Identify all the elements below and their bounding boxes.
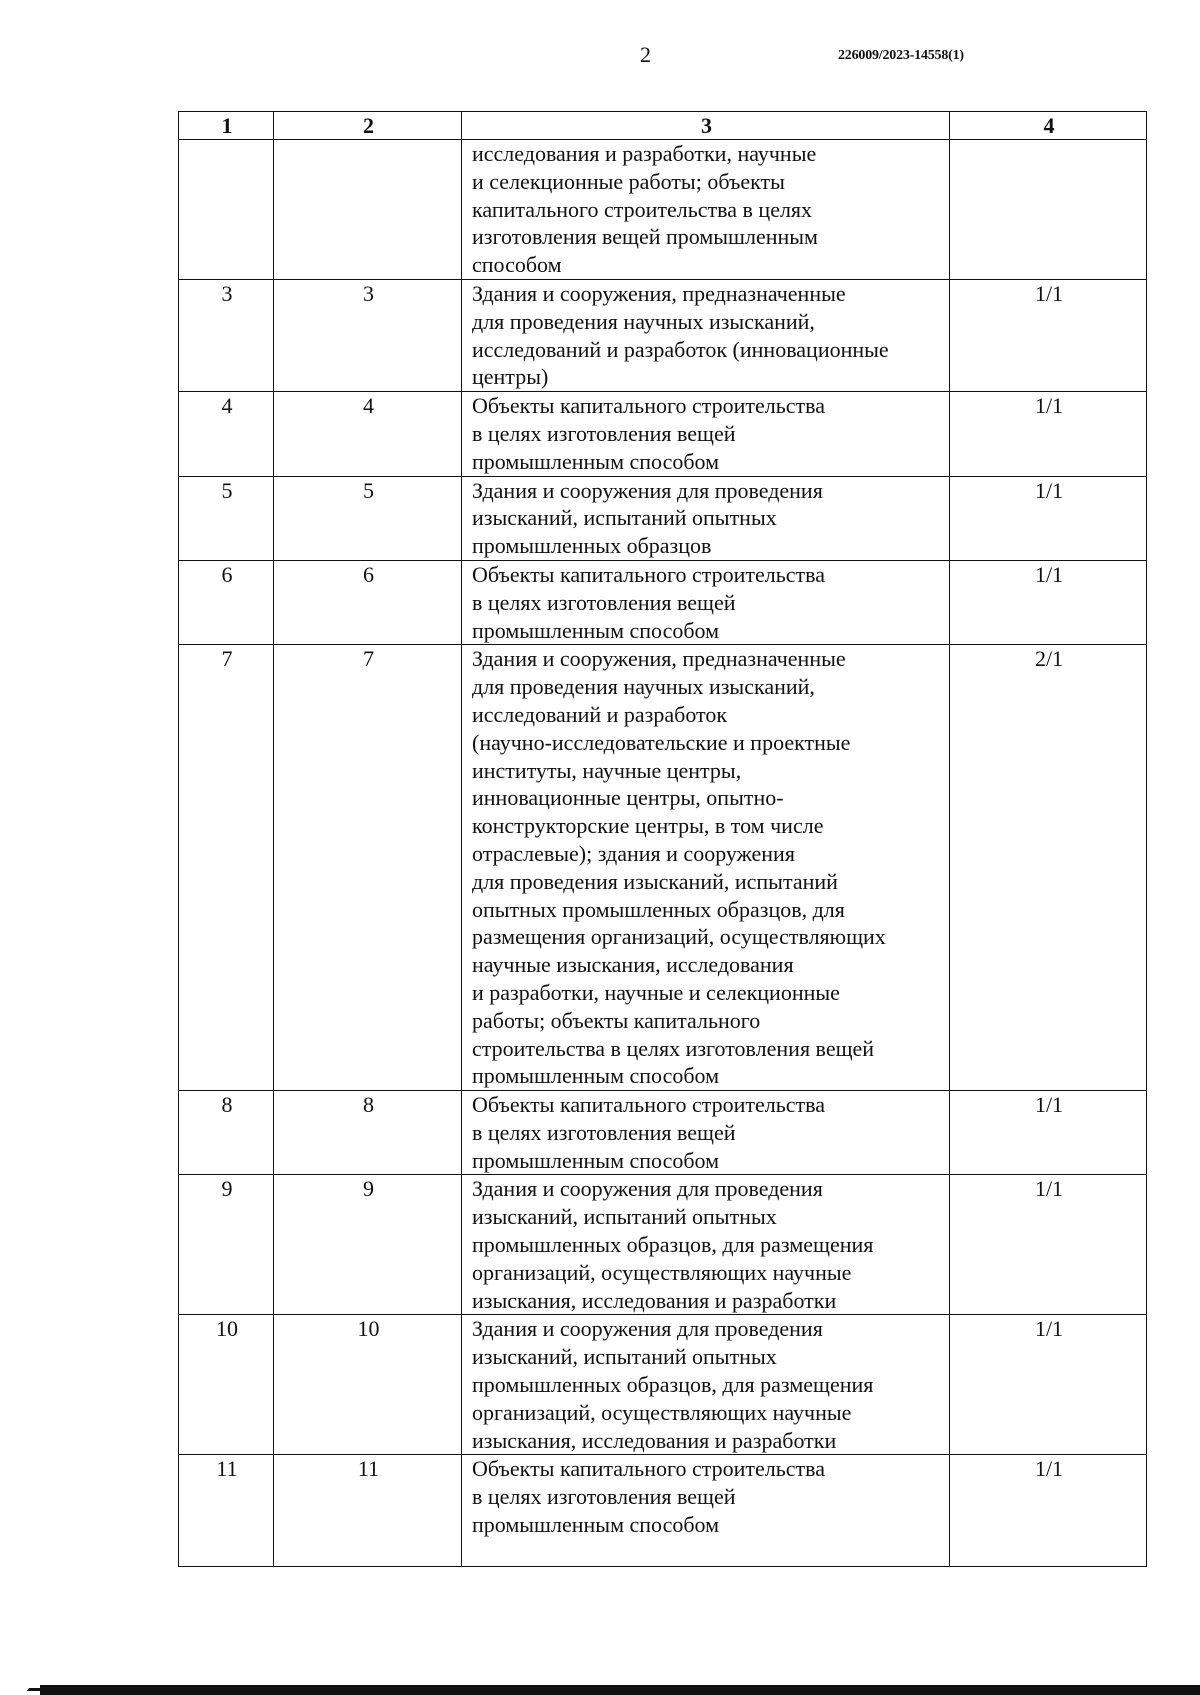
row-ratio-cell: 1/1 bbox=[950, 1091, 1147, 1175]
table-row bbox=[179, 645, 1147, 1091]
table-header-row bbox=[179, 112, 1147, 140]
row-description-cell: Объекты капитального строительства в целях изготовления вещей промышленным способом bbox=[462, 1455, 950, 1567]
document-id: 226009/2023-14558(1) bbox=[838, 48, 964, 63]
column-header-2: 2 bbox=[274, 112, 462, 140]
row-index-cell: 9 bbox=[274, 1175, 462, 1315]
table-row bbox=[179, 560, 1147, 644]
row-number-cell: 3 bbox=[179, 279, 274, 391]
scan-edge-bar bbox=[40, 1685, 1200, 1695]
row-ratio-cell: 1/1 bbox=[950, 279, 1147, 391]
row-ratio-cell: 1/1 bbox=[950, 1175, 1147, 1315]
table-row bbox=[179, 392, 1147, 476]
table-row bbox=[179, 1091, 1147, 1175]
row-ratio-cell: 1/1 bbox=[950, 1455, 1147, 1567]
table-row bbox=[179, 1315, 1147, 1455]
row-index-cell: 11 bbox=[274, 1455, 462, 1567]
row-number-cell bbox=[179, 140, 274, 280]
row-description-cell: Здания и сооружения, предназначенные для проведения научных изысканий, исследований и разработок (научно-исследовательские и проектные институты, научные центры, инновационные центры, опытно- конструкторские центры, в том числе отраслевые); здания и сооружения для проведения изысканий, испытаний опытных промышленных образцов, для размещения организаций, осуществляющих научные изыскания, исследования и разработки, научные и селекционные работы; объекты капитального строительства в целях изготовления вещей промышленным способом bbox=[462, 645, 950, 1091]
row-ratio-cell: 1/1 bbox=[950, 392, 1147, 476]
row-index-cell: 3 bbox=[274, 279, 462, 391]
table-row bbox=[179, 140, 1147, 280]
row-description-cell: Объекты капитального строительства в целях изготовления вещей промышленным способом bbox=[462, 392, 950, 476]
row-description-cell: Здания и сооружения для проведения изысканий, испытаний опытных промышленных образцов, для размещения организаций, осуществляющих научные изыскания, исследования и разработки bbox=[462, 1175, 950, 1315]
row-index-cell: 6 bbox=[274, 560, 462, 644]
table-row bbox=[179, 476, 1147, 560]
table-row bbox=[179, 1175, 1147, 1315]
document-table bbox=[178, 111, 1147, 1567]
row-index-cell bbox=[274, 140, 462, 280]
row-description-cell: Объекты капитального строительства в целях изготовления вещей промышленным способом bbox=[462, 560, 950, 644]
row-index-cell: 7 bbox=[274, 645, 462, 1091]
row-ratio-cell: 1/1 bbox=[950, 560, 1147, 644]
row-index-cell: 4 bbox=[274, 392, 462, 476]
column-header-1: 1 bbox=[179, 112, 274, 140]
row-ratio-cell: 1/1 bbox=[950, 476, 1147, 560]
row-number-cell: 10 bbox=[179, 1315, 274, 1455]
row-number-cell: 9 bbox=[179, 1175, 274, 1315]
page-number: 2 bbox=[640, 42, 651, 67]
row-number-cell: 4 bbox=[179, 392, 274, 476]
table-row bbox=[179, 279, 1147, 391]
row-number-cell: 7 bbox=[179, 645, 274, 1091]
row-index-cell: 5 bbox=[274, 476, 462, 560]
row-description-cell: Объекты капитального строительства в целях изготовления вещей промышленным способом bbox=[462, 1091, 950, 1175]
row-number-cell: 8 bbox=[179, 1091, 274, 1175]
row-number-cell: 11 bbox=[179, 1455, 274, 1567]
row-index-cell: 10 bbox=[274, 1315, 462, 1455]
row-number-cell: 5 bbox=[179, 476, 274, 560]
column-header-3: 3 bbox=[462, 112, 950, 140]
row-index-cell: 8 bbox=[274, 1091, 462, 1175]
scan-edge-mark bbox=[27, 1688, 90, 1691]
row-ratio-cell: 1/1 bbox=[950, 1315, 1147, 1455]
row-number-cell: 6 bbox=[179, 560, 274, 644]
row-description-cell: Здания и сооружения, предназначенные для проведения научных изысканий, исследований и разработок (инновационные центры) bbox=[462, 279, 950, 391]
row-ratio-cell bbox=[950, 140, 1147, 280]
row-description-cell: исследования и разработки, научные и селекционные работы; объекты капитального строительства в целях изготовления вещей промышленным способом bbox=[462, 140, 950, 280]
row-ratio-cell: 2/1 bbox=[950, 645, 1147, 1091]
column-header-4: 4 bbox=[950, 112, 1147, 140]
row-description-cell: Здания и сооружения для проведения изысканий, испытаний опытных промышленных образцов bbox=[462, 476, 950, 560]
table-row bbox=[179, 1455, 1147, 1567]
row-description-cell: Здания и сооружения для проведения изысканий, испытаний опытных промышленных образцов, для размещения организаций, осуществляющих научные изыскания, исследования и разработки bbox=[462, 1315, 950, 1455]
